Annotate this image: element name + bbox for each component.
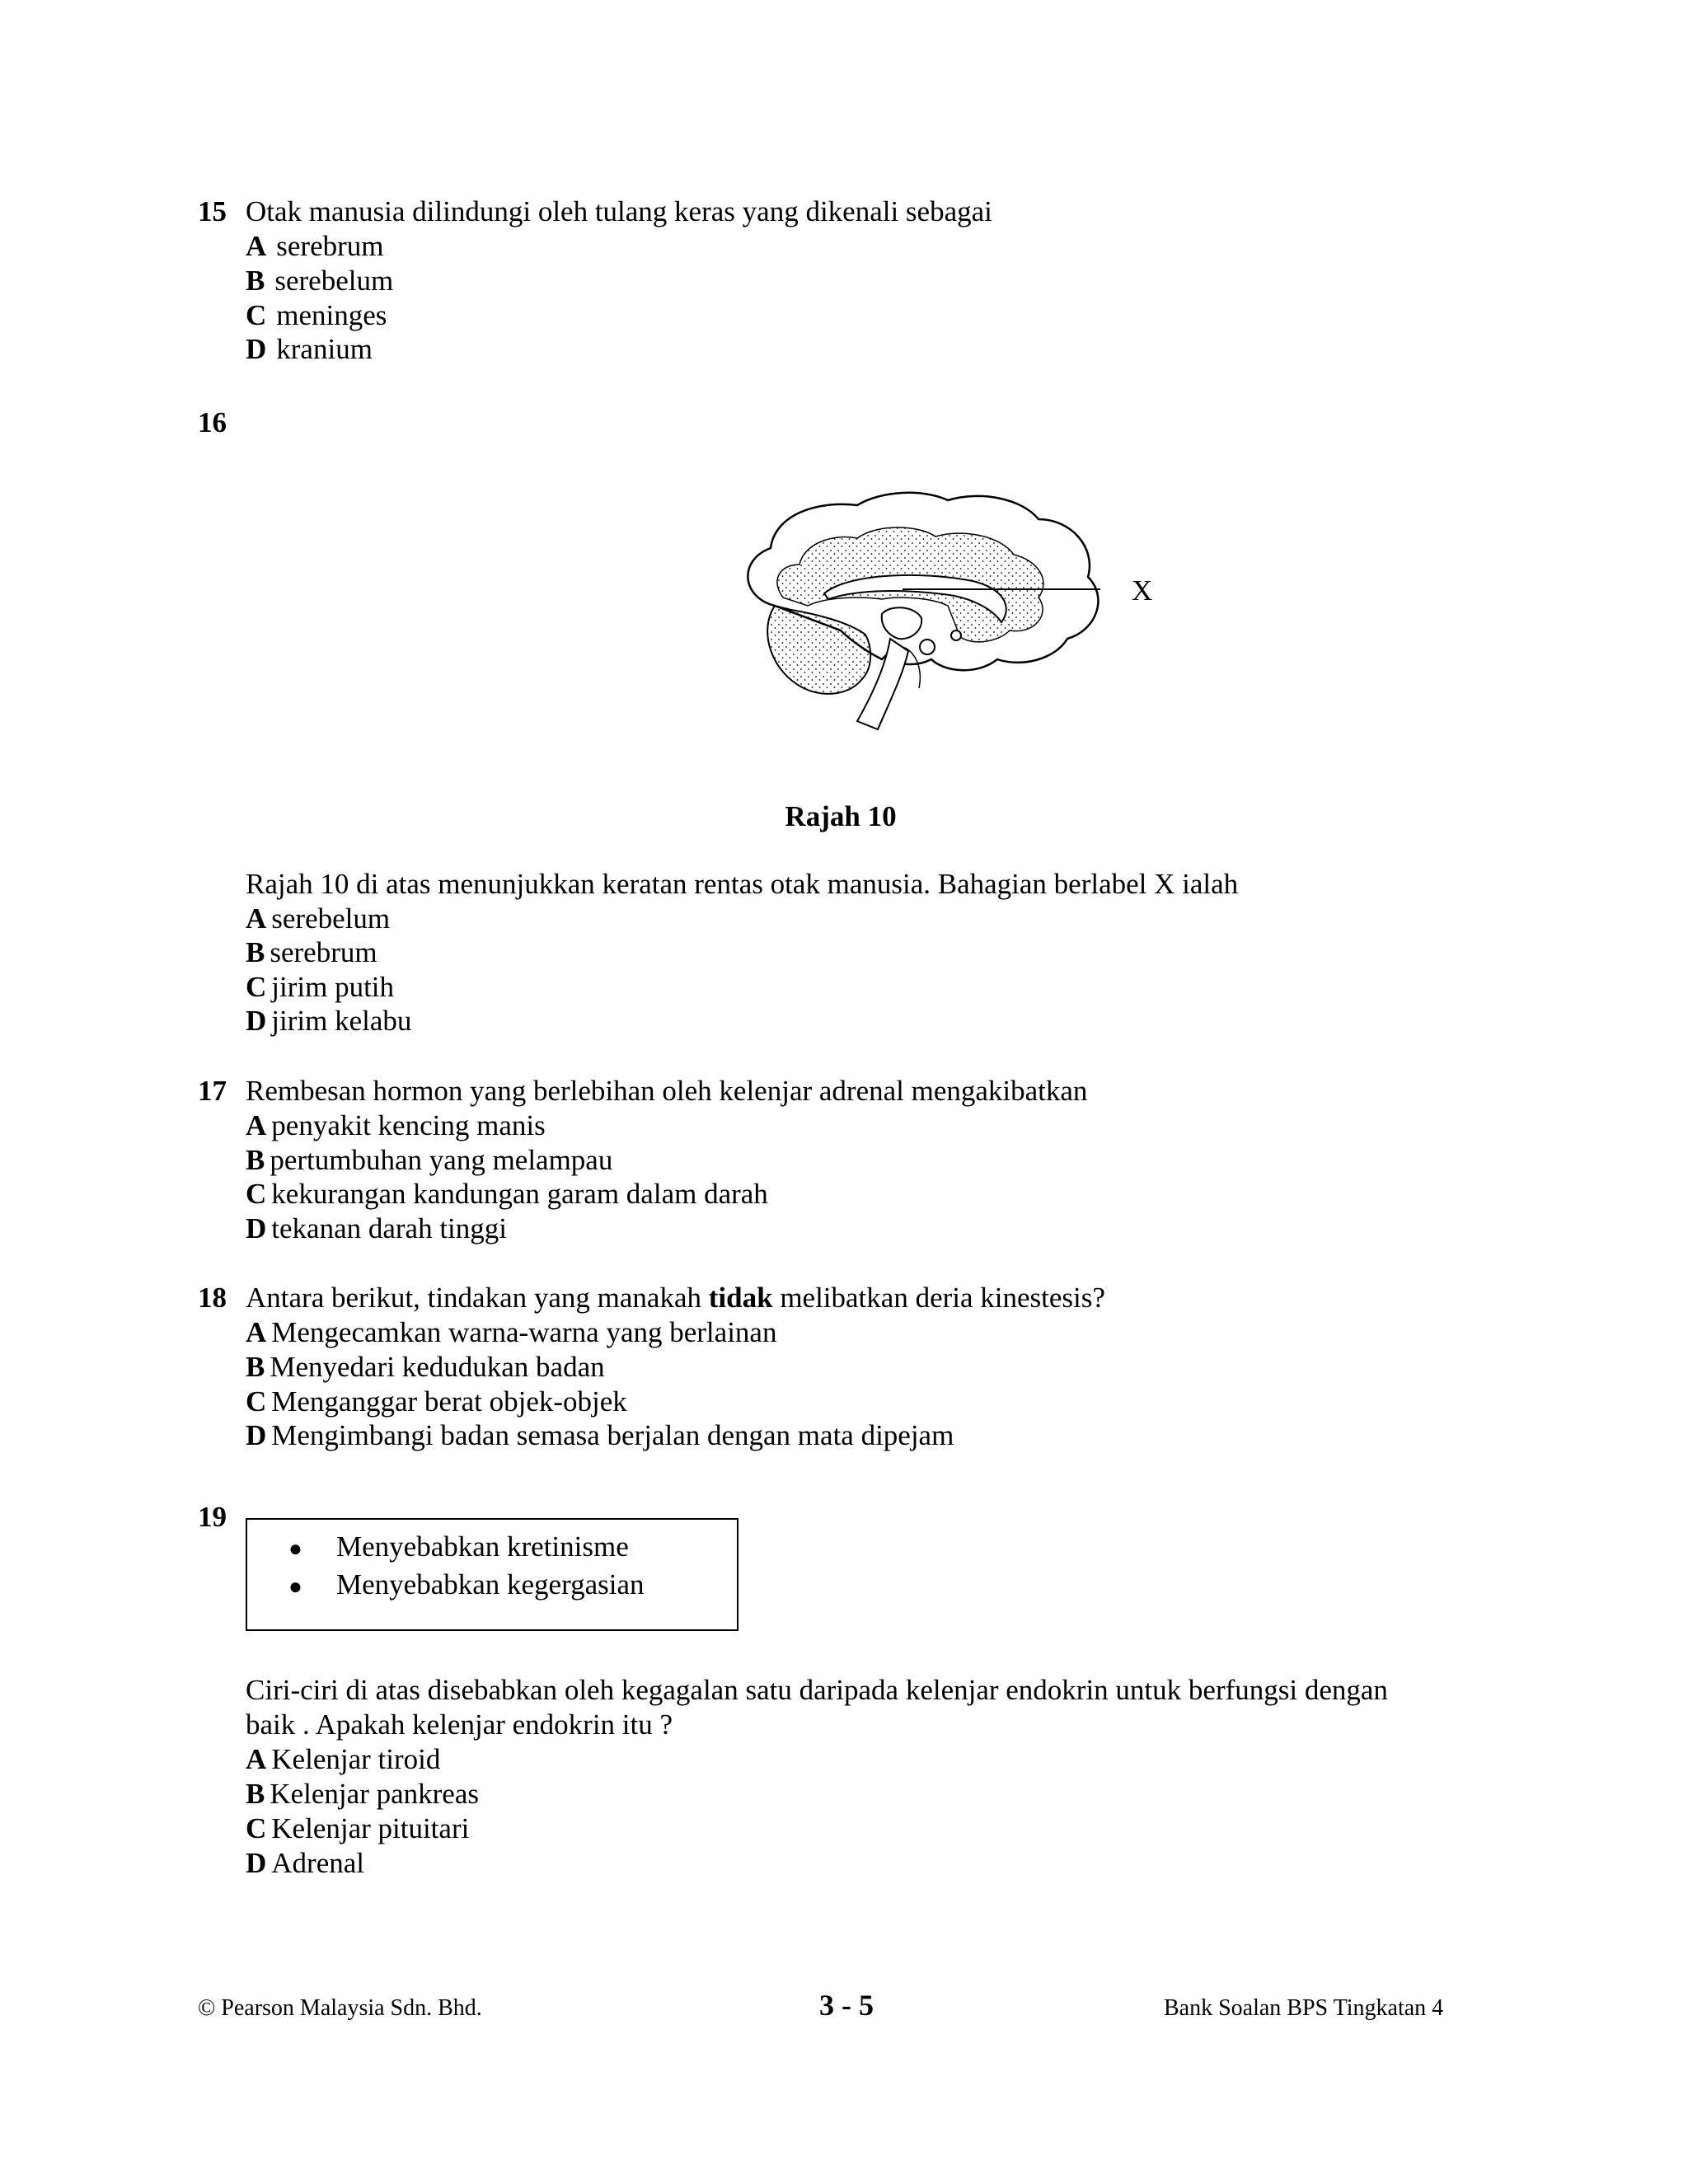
option-text: serebelum [274, 265, 394, 297]
question-19-option-a [246, 1742, 440, 1777]
bullet-icon: ● [288, 1536, 302, 1562]
question-15-stem: Otak manusia dilindungi oleh tulang keras yang dikenali sebagai [246, 195, 992, 227]
list-item [288, 1568, 645, 1605]
option-text: Adrenal [271, 1847, 365, 1879]
option-letter: B [246, 1778, 265, 1810]
option-letter: C [246, 1385, 267, 1418]
question-16-option-d [246, 1004, 411, 1038]
option-text: jirim kelabu [271, 1005, 412, 1037]
question-15-option-d [246, 332, 373, 367]
option-letter: B [246, 936, 265, 968]
question-18-number: 18 [198, 1282, 227, 1314]
option-text: tekanan darah tinggi [271, 1212, 508, 1244]
option-letter: D [246, 1212, 267, 1244]
option-text: Kelenjar pituitari [271, 1812, 470, 1844]
question-16-option-b [246, 935, 377, 970]
option-text: Menganggar berat objek-objek [271, 1385, 627, 1418]
footer-copyright: © Pearson Malaysia Sdn. Bhd. [198, 1995, 482, 2021]
option-text: pertumbuhan yang melampau [270, 1144, 613, 1176]
option-text: Kelenjar tiroid [271, 1743, 441, 1775]
question-17-stem: Rembesan hormon yang berlebihan oleh kelenjar adrenal mengakibatkan [246, 1075, 1088, 1107]
question-15-option-b [246, 264, 393, 298]
option-text: meninges [276, 299, 387, 331]
option-letter: A [246, 230, 267, 262]
question-16-number: 16 [198, 406, 227, 438]
question-17-option-d [246, 1212, 507, 1246]
question-17-number: 17 [198, 1075, 227, 1107]
option-text: Mengecamkan warna-warna yang berlainan [271, 1316, 777, 1348]
question-19-option-d [246, 1846, 364, 1881]
option-letter: B [246, 265, 265, 297]
option-text: Mengimbangi badan semasa berjalan dengan mata dipejam [271, 1419, 954, 1451]
question-17-option-a [246, 1108, 546, 1143]
question-19-stem-line-2: baik . Apakah kelenjar endokrin itu ? [246, 1708, 673, 1741]
list-item [288, 1530, 629, 1567]
option-text: serebelum [271, 902, 391, 935]
footer-page-number: 3 - 5 [819, 1989, 874, 2022]
pituitary [920, 640, 935, 654]
question-19-option-c [246, 1811, 469, 1846]
brain-cross-section-diagram [725, 482, 1187, 746]
option-text: kekurangan kandungan garam dalam darah [271, 1178, 768, 1210]
figure-label-x: X [1132, 574, 1153, 607]
question-16-option-a [246, 902, 390, 936]
stem-text: melibatkan deria kinestesis? [772, 1282, 1105, 1314]
question-17-option-c [246, 1177, 768, 1212]
footer-book-title: Bank Soalan BPS Tingkatan 4 [1164, 1995, 1444, 2021]
figure-caption: Rajah 10 [785, 800, 897, 832]
option-letter: A [246, 1109, 267, 1141]
option-text: penyakit kencing manis [271, 1109, 546, 1141]
option-letter: A [246, 1316, 267, 1348]
option-text: jirim putih [271, 971, 395, 1003]
characteristics-box [246, 1518, 738, 1631]
option-letter: C [246, 971, 267, 1003]
option-letter: B [246, 1144, 265, 1176]
question-16-stem: Rajah 10 di atas menunjukkan keratan rentas otak manusia. Bahagian berlabel X ialah [246, 868, 1239, 900]
question-17-option-b [246, 1143, 612, 1178]
option-letter: A [246, 1743, 267, 1775]
question-18-option-a [246, 1315, 776, 1350]
question-15-option-c [246, 298, 387, 333]
bullet-icon: ● [288, 1574, 302, 1600]
option-text: serebrum [270, 936, 377, 968]
question-18-option-b [246, 1350, 605, 1385]
option-letter: B [246, 1351, 265, 1383]
option-text: Kelenjar pankreas [270, 1778, 479, 1810]
option-letter: D [246, 1419, 267, 1451]
option-letter: C [246, 299, 267, 331]
option-letter: D [246, 1005, 267, 1037]
list-item-text: Menyebabkan kegergasian [336, 1568, 645, 1601]
option-text: kranium [276, 333, 373, 365]
question-18-option-d [246, 1418, 954, 1453]
question-18-option-c [246, 1385, 627, 1419]
option-letter: D [246, 333, 267, 365]
question-19-number: 19 [198, 1501, 227, 1533]
question-18-stem [246, 1281, 1105, 1315]
question-19-stem-line-1: Ciri-ciri di atas disebabkan oleh kegagalan satu daripada kelenjar endokrin untuk berfungsi dengan [246, 1674, 1388, 1706]
option-letter: C [246, 1178, 267, 1210]
option-letter: A [246, 902, 267, 935]
option-letter: D [246, 1847, 267, 1879]
question-19-option-b [246, 1777, 479, 1811]
option-letter: C [246, 1812, 267, 1844]
list-item-text: Menyebabkan kretinisme [336, 1530, 629, 1563]
stem-emphasis: tidak [708, 1282, 773, 1314]
option-text: serebrum [276, 230, 384, 262]
stem-text: Antara berikut, tindakan yang manakah [246, 1282, 709, 1314]
option-text: Menyedari kedudukan badan [270, 1351, 605, 1383]
question-16-option-c [246, 970, 394, 1005]
question-15-option-a [246, 229, 384, 264]
question-15-number: 15 [198, 195, 227, 227]
